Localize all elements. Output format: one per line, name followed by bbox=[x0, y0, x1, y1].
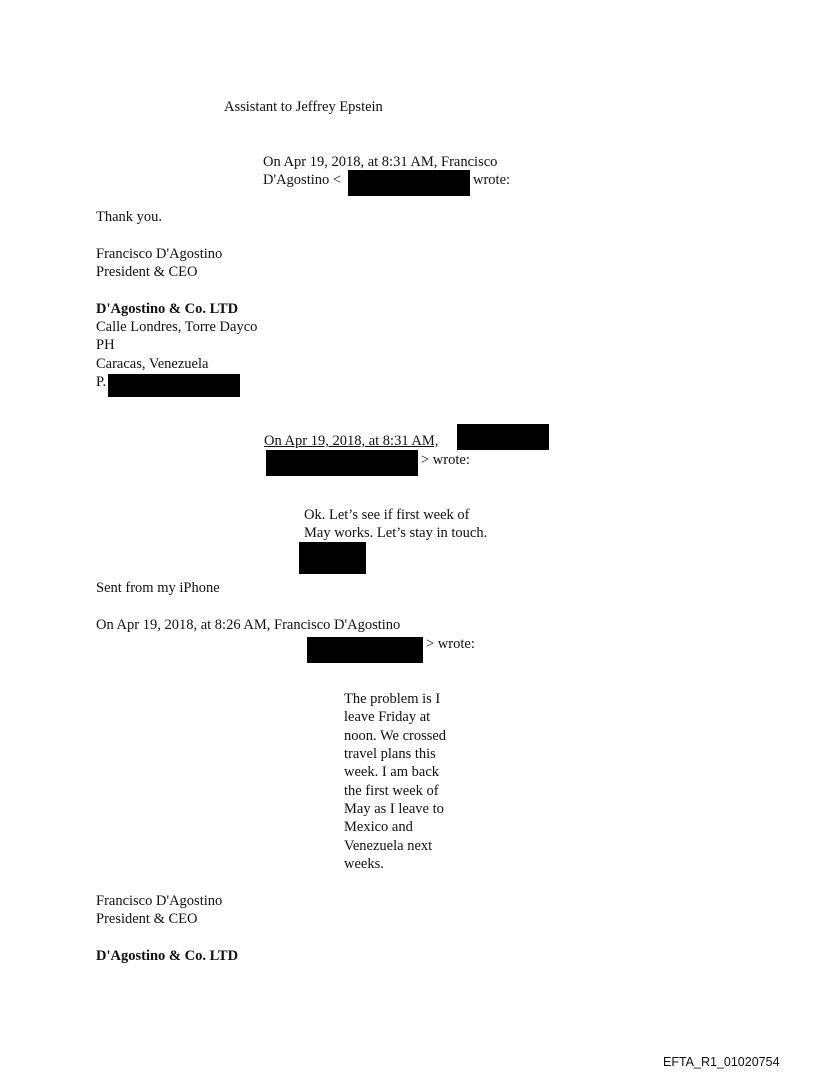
redaction-signoff bbox=[299, 542, 366, 574]
signature-1-title: President & CEO bbox=[96, 264, 198, 280]
message-3-line: Mexico and bbox=[344, 819, 413, 835]
message-3-line: leave Friday at bbox=[344, 709, 431, 725]
signature-1-name: Francisco D'Agostino bbox=[96, 246, 223, 262]
signature-2-title: President & CEO bbox=[96, 911, 198, 927]
reply-thanks: Thank you. bbox=[96, 209, 163, 225]
signature-1-address2: PH bbox=[96, 337, 115, 353]
message-3-line: The problem is I bbox=[344, 691, 441, 707]
message-3-line: Venezuela next bbox=[344, 838, 433, 854]
redaction-sender-name bbox=[457, 424, 549, 450]
signature-2-name: Francisco D'Agostino bbox=[96, 893, 223, 909]
message-2-line1: Ok. Let’s see if first week of bbox=[304, 507, 470, 523]
quote-header-3-line1: On Apr 19, 2018, at 8:26 AM, Francisco D'Agostino bbox=[96, 617, 401, 633]
message-3-line: travel plans this bbox=[344, 746, 436, 762]
signature-2-company: D'Agostino & Co. LTD bbox=[96, 948, 239, 964]
redaction-email-2 bbox=[266, 450, 418, 476]
redaction-phone bbox=[108, 374, 240, 397]
signature-1-company: D'Agostino & Co. LTD bbox=[96, 301, 239, 317]
signature-1-address1: Calle Londres, Torre Dayco bbox=[96, 319, 258, 335]
quote-header-1-line2-suffix: wrote: bbox=[473, 172, 511, 188]
redaction-email-3 bbox=[307, 637, 423, 663]
redaction-email-1 bbox=[348, 170, 470, 196]
signature-1-phone-prefix: P. bbox=[96, 374, 107, 390]
message-3-line: weeks. bbox=[344, 856, 384, 872]
document-id: EFTA_R1_01020754 bbox=[663, 1055, 780, 1069]
quote-header-1-line2-prefix: D'Agostino < bbox=[263, 172, 342, 188]
quote-header-3-line2-suffix: > wrote: bbox=[426, 636, 475, 652]
sent-from-line: Sent from my iPhone bbox=[96, 580, 220, 596]
quote-header-2-line2-suffix: > wrote: bbox=[421, 452, 470, 468]
message-3-line: May as I leave to bbox=[344, 801, 444, 817]
message-2-line2: May works. Let’s stay in touch. bbox=[304, 525, 488, 541]
message-3-line: noon. We crossed bbox=[344, 728, 447, 744]
quote-header-2-line1: On Apr 19, 2018, at 8:31 AM, bbox=[264, 433, 439, 449]
signature-1-city: Caracas, Venezuela bbox=[96, 356, 209, 372]
message-3-line: the first week of bbox=[344, 783, 439, 799]
quote-header-1-line1: On Apr 19, 2018, at 8:31 AM, Francisco bbox=[263, 154, 498, 170]
signature-role: Assistant to Jeffrey Epstein bbox=[224, 99, 383, 115]
message-3-line: week. I am back bbox=[344, 764, 440, 780]
